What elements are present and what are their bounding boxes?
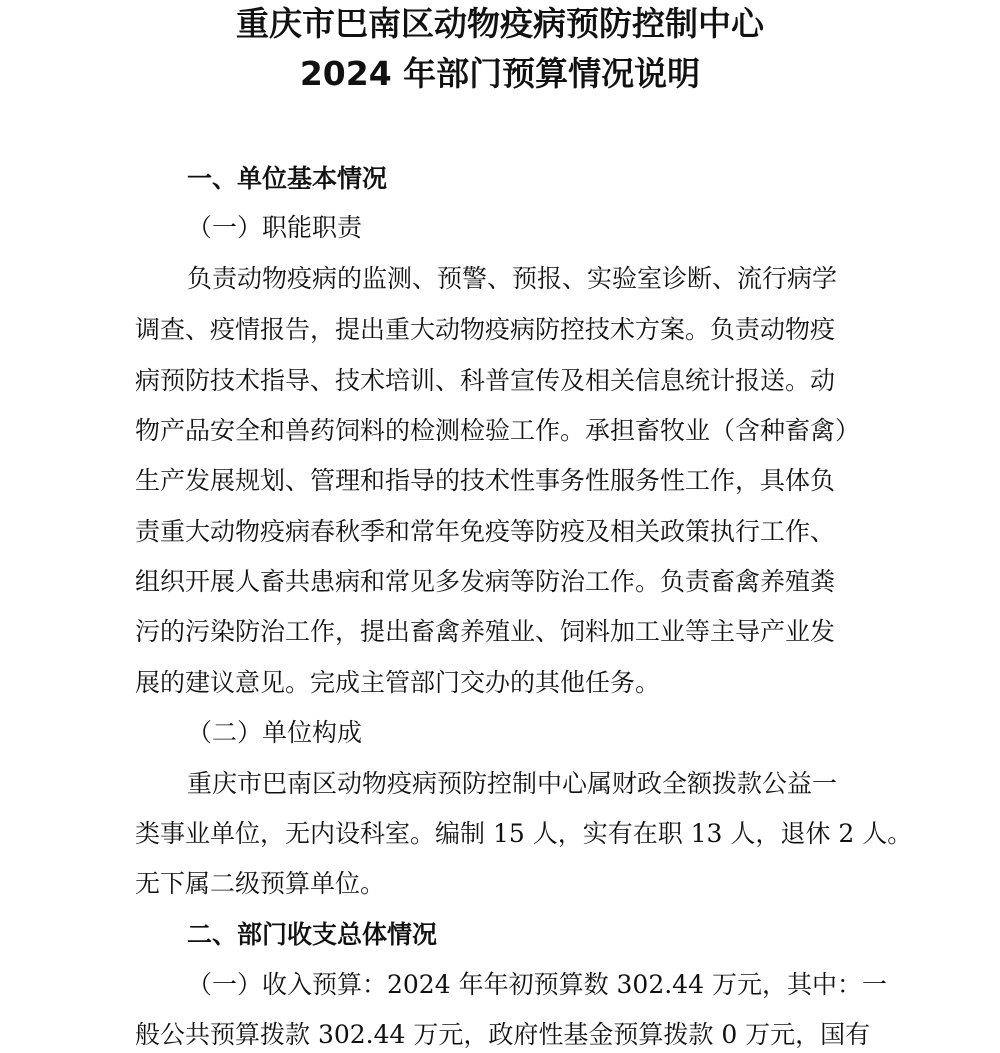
paragraph-line: 负责动物疫病的监测、预警、预报、实验室诊断、流行病学 <box>187 264 838 293</box>
paragraph-line: 类事业单位，无内设科室。编制 15 人，实有在职 13 人，退休 2 人。 <box>135 819 913 848</box>
paragraph-line: 般公共预算拨款 302.44 万元，政府性基金预算拨款 0 万元，国有 <box>135 1020 871 1049</box>
subsection-heading-functions: （一）职能职责 <box>187 213 363 242</box>
document-title-line-1: 重庆市巴南区动物疫病预防控制中心 <box>236 4 764 43</box>
paragraph-line: 重庆市巴南区动物疫病预防控制中心属财政全额拨款公益一 <box>187 769 838 798</box>
subsection-heading-composition: （二）单位构成 <box>187 718 363 747</box>
paragraph-line: 展的建议意见。完成主管部门交办的其他任务。 <box>135 668 661 697</box>
section-heading-budget-overview: 二、部门收支总体情况 <box>187 920 438 949</box>
paragraph-line: 无下属二级预算单位。 <box>135 869 386 898</box>
paragraph-line: 调查、疫情报告，提出重大动物疫病防控技术方案。负责动物疫 <box>135 315 836 344</box>
paragraph-line: 组织开展人畜共患病和常见多发病等防治工作。负责畜禽养殖粪 <box>135 567 836 596</box>
paragraph-line: 责重大动物疫病春秋季和常年免疫等防疫及相关政策执行工作、 <box>135 517 836 546</box>
paragraph-line: 物产品安全和兽药饲料的检测检验工作。承担畜牧业（含种畜禽） <box>135 416 861 445</box>
paragraph-line: 生产发展规划、管理和指导的技术性事务性服务性工作，具体负 <box>135 466 836 495</box>
paragraph-line: 病预防技术指导、技术培训、科普宣传及相关信息统计报送。动 <box>135 366 836 395</box>
paragraph-line: 污的污染防治工作，提出畜禽养殖业、饲料加工业等主导产业发 <box>135 617 836 646</box>
section-heading-basic-info: 一、单位基本情况 <box>187 164 388 193</box>
document-title-line-2: 2024 年部门预算情况说明 <box>299 54 701 93</box>
paragraph-line: （一）收入预算：2024 年年初预算数 302.44 万元，其中：一 <box>187 970 887 999</box>
